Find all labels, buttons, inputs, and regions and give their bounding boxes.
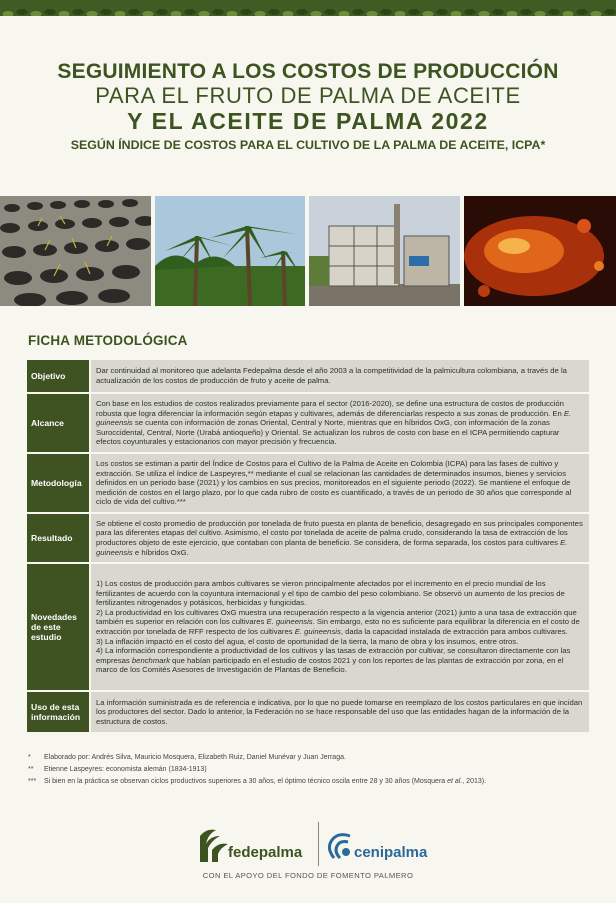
- text-run: , dada la capacidad instalada de extracción para ambos cultivares.: [340, 627, 568, 636]
- table-row-objetivo: [27, 360, 589, 392]
- table-row-resultado: [27, 514, 589, 562]
- italic-term: E. guineensis: [96, 538, 568, 557]
- row-content: [89, 564, 589, 690]
- row-label: Resultado: [27, 514, 89, 562]
- table-row-alcance: [27, 394, 589, 452]
- row-content: Los costos se estiman a partir del Índice de Costos para el Cultivo de la Palma de Aceite en Colombia (ICPA) para las fases de cultivo y extracción. Se utiliza el índice de Laspeyres,** mediante el cual se relacionan las cantidades de determinados insumos, bienes y servicios definidos en un periodo base (2021) y los cambios en sus precios, monitoreados en el siguiente periodo (2022). Se mantiene el enfoque de medición de costos en el largo plazo, por lo que cada rubro de costo es cuantificado, a través de un periodo de 30 años que corresponde al ciclo de vida del cultivo.***: [89, 454, 589, 512]
- logo-divider: [318, 822, 319, 866]
- row-content: Dar continuidad al monitoreo que adelanta Fedepalma desde el año 2003 a la competitividad de la palmicultura colombiana, a través de la actualización de los costos de producción de fruto y aceite de palma.: [89, 360, 589, 392]
- title-subtitle: SEGÚN ÍNDICE DE COSTOS PARA EL CULTIVO DE LA PALMA DE ACEITE, ICPA*: [70, 138, 546, 152]
- footnote: [28, 752, 588, 764]
- row-label: Novedades de este estudio: [27, 564, 89, 690]
- italic-term: E. guineensis: [96, 408, 572, 428]
- text-run: 4) La información correspondiente a productividad de los cultivos y las tasas de extracción por cultivar, se consultaron directamente con las empresas: [96, 646, 571, 665]
- row-label: Uso de esta información: [27, 692, 89, 732]
- row-content: [89, 394, 589, 452]
- footnote-mark: ***: [28, 778, 37, 785]
- novedad-1: 1) Los costos de producción para ambos cultivares se vieron principalmente afectados por el incremento en el precio mundial de los fertilizantes de acuerdo con la coyuntura internacional y el tipo de cambio del peso colombiano. Se observó un aumento de los precios de fertilizantes nitrogenados y potásicos, herbicidas y fungicidas.: [96, 579, 565, 608]
- cenipalma-wordmark: cenipalma: [354, 844, 428, 861]
- decorative-top-band: [0, 0, 616, 16]
- footnotes: [28, 752, 588, 788]
- methodology-table: [27, 358, 589, 734]
- text-run: se cuenta con información de zonas Oriental, Central y Norte, mientras que en híbridos OxG, con información de la zonas Suroccidental, Central, Norte (Urabá antioqueño) y Oriental. Se actualizan los rubros de costo con base en el ICPA permitiendo capturar efectos coyunturales y estacionarios con mayor precisión y frecuencia.: [96, 418, 560, 447]
- palm-trees-photo: [155, 196, 305, 306]
- support-caption: CON EL APOYO DEL FONDO DE FOMENTO PALMERO: [202, 871, 414, 880]
- title-line-2: PARA EL FRUTO DE PALMA DE ACEITE: [95, 83, 521, 108]
- footnote: [28, 776, 588, 788]
- fedepalma-wordmark: fedepalma: [228, 844, 303, 861]
- italic-term: et al.: [447, 778, 463, 785]
- novedad-3: 3) La inflación impactó en el costo del agua, el costo de oportunidad de la tierra, la mano de obra y los insumos, entre otros.: [96, 636, 519, 646]
- footnote-text: Elaborado por: Andrés Silva, Mauricio Mosquera, Elizabeth Ruiz, Daniel Munévar y Juan Jerraga.: [44, 754, 346, 761]
- italic-term: benchmark: [131, 655, 170, 665]
- table-row-uso: [27, 692, 589, 732]
- photo-strip: [0, 196, 616, 306]
- fedepalma-logo-icon: [196, 826, 230, 864]
- row-label: Metodología: [27, 454, 89, 512]
- row-content: [89, 514, 589, 562]
- seedlings-photo: [0, 196, 151, 306]
- text-run: e híbridos OxG.: [132, 547, 189, 557]
- footnote-text: Etienne Laspeyres: economista alemán (1834-1913): [44, 766, 207, 773]
- novedad-2: [96, 608, 584, 637]
- text-run: Con base en los estudios de costos realizados previamente para el sector (2016-2020), se define una estructura de costos de producción robusta que logra diferenciar la información según etapas y cultivares, además de diferenciarlas respecto a sus zonas de producción. En: [96, 399, 564, 418]
- title-line-3: Y EL ACEITE DE PALMA 2022: [127, 108, 489, 134]
- footnote-text: Si bien en la práctica se observan ciclos productivos superiores a 30 años, el óptimo técnico oscila entre 28 y 30 años (Mosquera: [44, 778, 448, 785]
- text-run: 2) La productividad en los cultivares OxG muestra una recuperación respecto a la vigencia anterior (2021) junto a una tasa de extracción que también es superior en relación con los cultivares: [96, 607, 577, 627]
- row-content: La información suministrada es de referencia e indicativa, por lo que no puede tomarse en reemplazo de los costos particulares en que incidan los productores del sector. Dado lo anterior, la Federación no se hace responsable del uso que las entidades hagan de la información de la estructura de costos.: [89, 692, 589, 732]
- row-label: Alcance: [27, 394, 89, 452]
- footnote-mark: **: [28, 766, 34, 773]
- row-label: Objetivo: [27, 360, 89, 392]
- footnote-text: , 2013).: [462, 778, 487, 785]
- palm-oil-photo: [464, 196, 616, 306]
- table-row-metodologia: [27, 454, 589, 512]
- cenipalma-logo-icon: [322, 828, 356, 864]
- novedad-4: [96, 646, 584, 675]
- title-line-1: SEGUIMIENTO A LOS COSTOS DE PRODUCCIÓN: [57, 60, 559, 83]
- italic-term: E. guineensis: [294, 627, 341, 636]
- document-title: [0, 60, 616, 154]
- ficha-title: FICHA METODOLÓGICA: [28, 333, 188, 348]
- footnote: [28, 764, 588, 776]
- text-run: que habían participado en el estudio de costos 2021 y con los reportes de las plantas de extracción por zona, en el marco de los Comités Asesores de Investigación de Plantas de Beneficio.: [96, 655, 564, 675]
- text-run: Se obtiene el costo promedio de producción por tonelada de fruto puesta en planta de beneficio, desagregado en sus principales componentes para las diferentes etapas del cultivo. Asimismo, el costo por tonelada de aceite de palma crudo, considerando la tasa de extracción de los productores objeto de este ejercicio, que contaban con planta de beneficio. Se considera, de forma separada, los costos para cultivares: [96, 518, 583, 547]
- table-row-novedades: [27, 564, 589, 690]
- mill-photo: [309, 196, 460, 306]
- italic-term: E. guineensis: [266, 617, 313, 627]
- footnote-mark: *: [28, 754, 31, 761]
- text-run: . Sin embargo, esto no es suficiente para equilibrar la diferencia en el costo de extracción por tonelada de RFF respecto de los cultivares: [96, 617, 580, 636]
